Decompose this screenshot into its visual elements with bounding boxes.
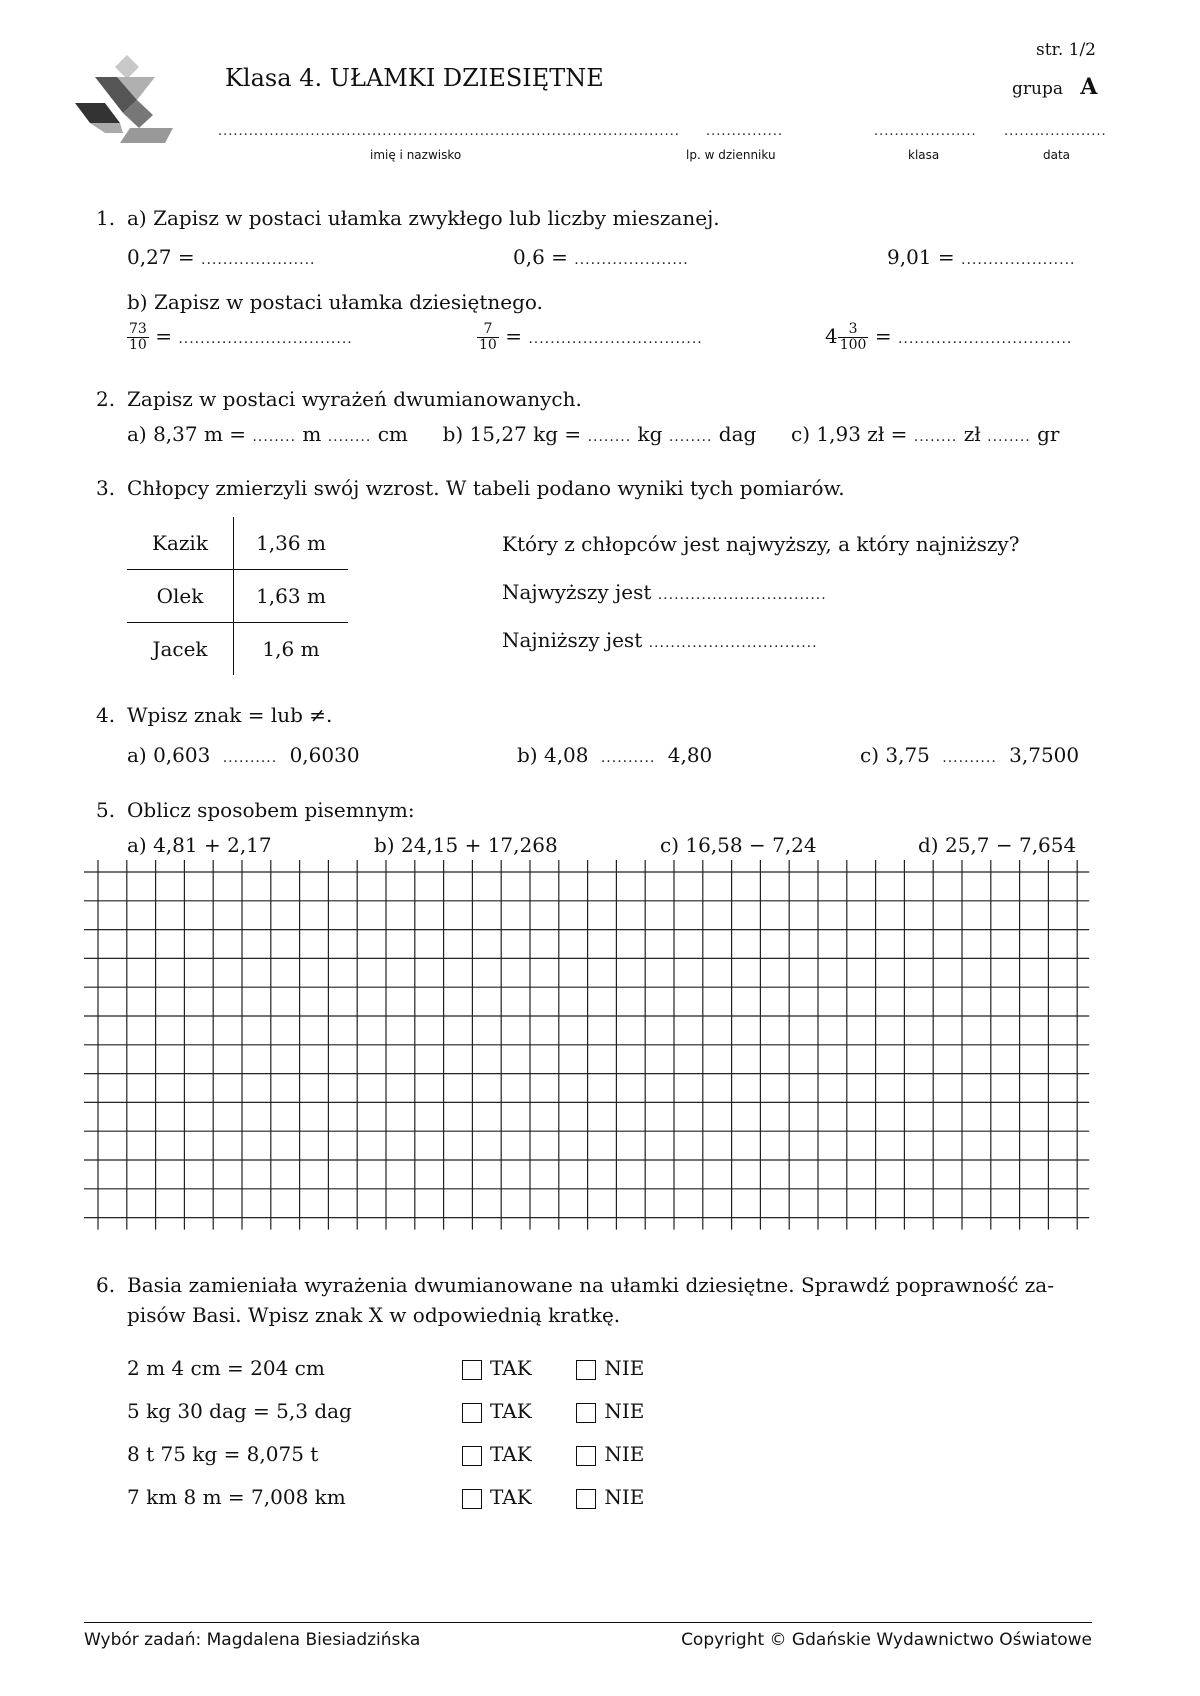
shortest-line: Najniższy jest ...............................	[502, 628, 818, 652]
answer-dots[interactable]: .....................	[961, 252, 1076, 268]
task6-answer-3: TAK NIE	[462, 1442, 644, 1466]
answer-dots[interactable]: ..........	[222, 750, 278, 766]
answer-dots[interactable]: ................................	[528, 331, 703, 347]
boy-name: Olek	[127, 570, 234, 623]
answer-dots[interactable]: ........	[668, 429, 713, 445]
page-title: Klasa 4. UŁAMKI DZIESIĘTNE	[225, 64, 604, 92]
table-row	[127, 517, 348, 570]
answer-dots[interactable]: ................................	[178, 331, 353, 347]
task1a-item-1: 0,27 = .....................	[127, 245, 316, 269]
answer-dots[interactable]: ........	[252, 429, 297, 445]
class-field-dots[interactable]: ....................	[874, 124, 977, 139]
task5-item-d: d) 25,7 − 7,654	[918, 833, 1077, 857]
task5-instruction: Oblicz sposobem pisemnym:	[127, 798, 415, 822]
task1b-instruction: b) Zapisz w postaci ułamka dziesiętnego.	[127, 290, 543, 314]
task3-question: Który z chłopców jest najwyższy, a który najniższy?	[502, 532, 1020, 556]
answer-dots[interactable]: .....................	[574, 252, 689, 268]
boy-name: Jacek	[127, 623, 234, 676]
task3-instruction: Chłopcy zmierzyli swój wzrost. W tabeli podano wyniki tych pomiarów.	[127, 476, 845, 500]
task6-instruction-line2: pisów Basi. Wpisz znak X w odpowiednią kratkę.	[127, 1303, 621, 1327]
publisher-logo	[75, 55, 185, 145]
nie-checkbox[interactable]	[576, 1446, 596, 1466]
group-label	[1012, 74, 1097, 100]
task1-number: 1.	[96, 206, 116, 230]
task4-number: 4.	[96, 703, 116, 727]
boy-height: 1,63 m	[234, 570, 349, 623]
task1b-item-2: $\frac{7}{10}$ = ................................	[479, 321, 703, 353]
boy-height: 1,36 m	[234, 517, 349, 570]
tak-checkbox[interactable]	[462, 1360, 482, 1380]
task6-answer-2: TAK NIE	[462, 1399, 644, 1423]
task4-item-1: a) 0,603 .......... 0,6030	[127, 743, 360, 767]
task6-statement-1: 2 m 4 cm = 204 cm	[127, 1356, 325, 1380]
task2-number: 2.	[96, 387, 116, 411]
tak-checkbox[interactable]	[462, 1403, 482, 1423]
footer-author: Wybór zadań: Magdalena Biesiadzińska	[84, 1630, 421, 1650]
task6-answer-1: TAK NIE	[462, 1356, 644, 1380]
task1a-item-3: 9,01 = .....................	[887, 245, 1076, 269]
task6-statement-3: 8 t 75 kg = 8,075 t	[127, 1442, 319, 1466]
task5-item-c: c) 16,58 − 7,24	[660, 833, 817, 857]
nie-checkbox[interactable]	[576, 1489, 596, 1509]
task2-items: a) 8,37 m = ........ m ........ cm b) 15,27 kg = ........ kg ........ dag c) 1,93 zł = ........ zł ........ gr	[127, 422, 1060, 446]
fraction: $\frac{73}{10}$	[129, 321, 147, 353]
class-field-label: klasa	[908, 148, 940, 162]
name-field-dots[interactable]: ..........................................................................................	[218, 124, 680, 139]
nie-checkbox[interactable]	[576, 1360, 596, 1380]
task1b-item-1: $\frac{73}{10}$ = ................................	[129, 321, 353, 353]
date-field-label: data	[1043, 148, 1071, 162]
task4-item-2: b) 4,08 .......... 4,80	[517, 743, 713, 767]
heights-table	[127, 517, 348, 675]
tak-checkbox[interactable]	[462, 1446, 482, 1466]
name-field-label: imię i nazwisko	[370, 148, 462, 162]
tak-checkbox[interactable]	[462, 1489, 482, 1509]
tallest-line: Najwyższy jest ...............................	[502, 580, 827, 604]
task6-statement-2: 5 kg 30 dag = 5,3 dag	[127, 1399, 352, 1423]
group-word: grupa	[1012, 79, 1063, 99]
task6-statement-4: 7 km 8 m = 7,008 km	[127, 1485, 346, 1509]
lp-field-label: lp. w dzienniku	[686, 148, 776, 162]
answer-dots[interactable]: ..........	[942, 750, 997, 766]
task4-instruction: Wpisz znak = lub ≠.	[127, 703, 333, 727]
lp-field-dots[interactable]: ...............	[706, 124, 783, 139]
answer-dots[interactable]: ........	[587, 429, 632, 445]
answer-dots[interactable]: ........	[913, 429, 958, 445]
answer-dots[interactable]: ...............................	[648, 635, 818, 651]
answer-dots[interactable]: .....................	[201, 252, 316, 268]
table-row	[127, 570, 348, 623]
task6-instruction-line1: Basia zamieniała wyrażenia dwumianowane na ułamki dziesiętne. Sprawdź poprawność za-	[127, 1273, 1054, 1297]
answer-dots[interactable]: ........	[987, 429, 1031, 445]
fraction: $\frac{7}{10}$	[479, 321, 497, 353]
task6-answer-4: TAK NIE	[462, 1485, 644, 1509]
table-row	[127, 623, 348, 676]
task1a-instruction: a) Zapisz w postaci ułamka zwykłego lub liczby mieszanej.	[127, 206, 720, 230]
date-field-dots[interactable]: ....................	[1004, 124, 1107, 139]
task5-item-b: b) 24,15 + 17,268	[374, 833, 558, 857]
task1a-item-2: 0,6 = .....................	[513, 245, 689, 269]
task3-number: 3.	[96, 476, 116, 500]
answer-dots[interactable]: ..........	[600, 750, 656, 766]
task6-number: 6.	[96, 1273, 116, 1297]
task5-item-a: a) 4,81 + 2,17	[127, 833, 272, 857]
group-letter: A	[1080, 74, 1098, 100]
page-number: str. 1/2	[1036, 40, 1096, 60]
fraction: $\frac{3}{100}$	[839, 321, 867, 353]
task5-number: 5.	[96, 798, 116, 822]
task4-item-3: c) 3,75 .......... 3,7500	[860, 743, 1080, 767]
answer-dots[interactable]: ...............................	[657, 587, 827, 603]
nie-checkbox[interactable]	[576, 1403, 596, 1423]
answer-dots[interactable]: ........	[327, 429, 372, 445]
boy-height: 1,6 m	[262, 637, 320, 661]
answer-dots[interactable]: ................................	[897, 331, 1073, 347]
footer-divider	[84, 1622, 1092, 1623]
task1b-item-3: 4 $\frac{3}{100}$ = ................................	[825, 321, 1073, 353]
calculation-grid[interactable]	[84, 860, 1092, 1242]
footer-copyright: Copyright © Gdańskie Wydawnictwo Oświatowe	[681, 1630, 1092, 1650]
task2-instruction: Zapisz w postaci wyrażeń dwumianowanych.	[127, 387, 582, 411]
boy-name: Kazik	[127, 517, 234, 570]
